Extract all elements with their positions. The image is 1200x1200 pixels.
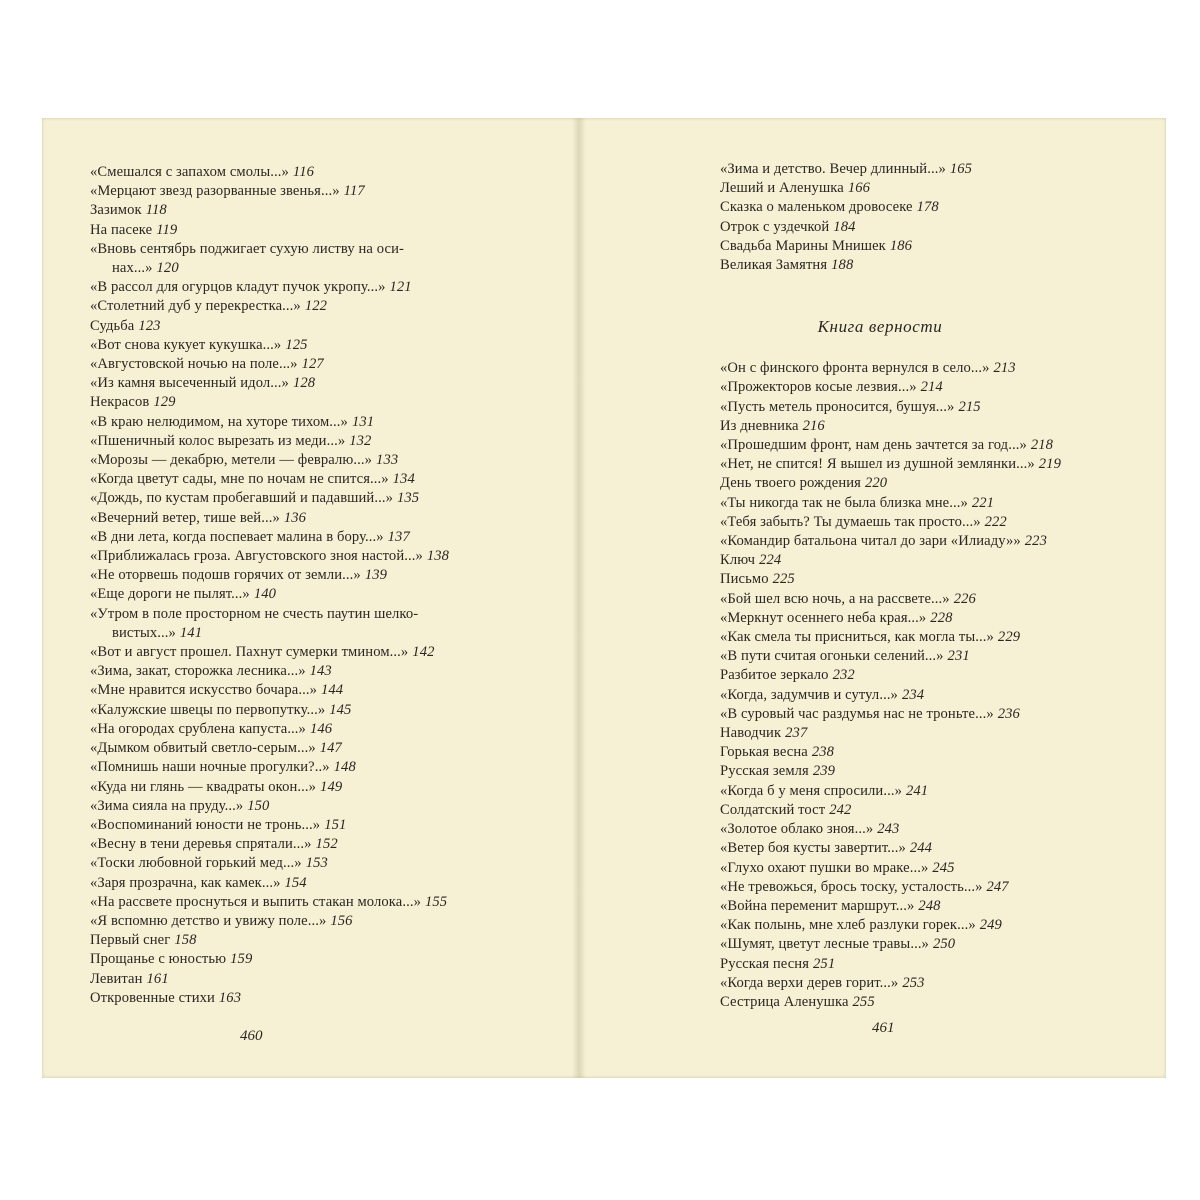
toc-entry: [720, 878, 1140, 897]
toc-entry: [90, 163, 530, 182]
toc-entry-title: Из дневника: [720, 417, 799, 434]
toc-entry-title: Судьба: [90, 317, 135, 334]
toc-entry-page: 250: [932, 936, 956, 953]
toc-entry-title: «Я вспомню детство и увижу поле...»: [90, 912, 327, 929]
toc-entry: [720, 974, 1140, 993]
toc-entry: [720, 417, 1140, 436]
toc-entry-title: «Ты никогда так не была близка мне...»: [720, 494, 968, 511]
toc-entry-page: 131: [351, 413, 375, 430]
toc-entry: [720, 218, 1140, 237]
toc-entry-title: Наводчик: [720, 725, 782, 742]
page-number-left: 460: [240, 1028, 263, 1044]
toc-entry-page: 132: [349, 432, 372, 449]
toc-entry: [90, 489, 530, 508]
toc-entry-page: 251: [813, 955, 836, 972]
toc-entry-title: «Война переменит маршрут...»: [720, 897, 915, 914]
toc-entry-page: 128: [292, 375, 316, 392]
toc-entry: [720, 436, 1140, 455]
toc-entry: [90, 566, 530, 585]
toc-entry: [720, 378, 1140, 397]
toc-entry-page: 145: [329, 701, 352, 718]
toc-entry: [90, 605, 530, 624]
toc-entry: [90, 585, 530, 604]
toc-entry: [90, 643, 530, 662]
toc-entry-title: «Воспоминаний юности не тронь...»: [90, 816, 321, 833]
toc-entry-page: 150: [247, 797, 270, 814]
toc-entry-title: «Весну в тени деревья спрятали...»: [90, 836, 312, 853]
toc-entry: [90, 509, 530, 528]
toc-entry-page: 151: [324, 816, 347, 833]
toc-entry: [720, 160, 1140, 179]
toc-entry-title: «Мне нравится искусство бочара...»: [90, 682, 318, 699]
toc-entry-title: «Мерцают звезд разорванные звенья...»: [90, 183, 340, 200]
toc-entry-page: 228: [930, 609, 953, 626]
toc-entry: [90, 624, 530, 643]
toc-entry: [90, 893, 530, 912]
toc-entry-title: «Когда, задумчив и сутул...»: [720, 686, 898, 703]
toc-entry-page: 138: [426, 548, 450, 565]
toc-entry-title: Некрасов: [90, 394, 150, 411]
toc-entry: [90, 912, 530, 931]
toc-entry-page: 155: [424, 893, 448, 910]
toc-entry-title: «Дымком обвитый светло-серым...»: [90, 740, 316, 757]
toc-entry-page: 148: [333, 759, 356, 776]
toc-entry-page: 213: [993, 360, 1016, 377]
toc-entry-page: 144: [321, 682, 344, 699]
toc-list-left: [90, 163, 530, 1008]
toc-entry-page: 118: [145, 202, 167, 219]
toc-entry-title: «Не тревожься, брось тоску, усталость...»: [720, 878, 983, 895]
toc-entry-title: День твоего рождения: [720, 475, 861, 492]
toc-entry-page: 242: [829, 801, 852, 818]
toc-entry-page: 220: [864, 475, 888, 492]
toc-entry: [90, 259, 530, 278]
toc-entry-title: «В суровый час раздумья нас не троньте...»: [720, 705, 994, 722]
toc-entry-title: «Как полынь, мне хлеб разлуки горек...»: [720, 917, 976, 934]
toc-entry: [720, 609, 1140, 628]
toc-entry-page: 163: [218, 989, 242, 1006]
toc-entry-title: нах...»: [112, 260, 153, 277]
toc-entry-page: 214: [920, 379, 943, 396]
toc-entry-title: «Не оторвешь подошв горячих от земли...»: [90, 567, 361, 584]
toc-entry: [90, 816, 530, 835]
toc-entry-title: «Золотое облако зноя...»: [720, 821, 874, 838]
toc-entry-page: 225: [772, 571, 795, 588]
toc-entry-page: 221: [971, 494, 995, 511]
toc-entry-title: «Прожекторов косые лезвия...»: [720, 379, 917, 396]
toc-entry-page: 123: [138, 317, 161, 334]
toc-entry-page: 237: [785, 725, 808, 742]
toc-entry: [720, 935, 1140, 954]
toc-entry-page: 156: [330, 912, 353, 929]
toc-entry: [90, 681, 530, 700]
toc-entry-page: 159: [230, 951, 253, 968]
left-page: [90, 163, 530, 1008]
toc-entry: [720, 198, 1140, 217]
toc-entry-title: «Пусть метель проносится, бушуя...»: [720, 398, 955, 415]
toc-entry-title: Горькая весна: [720, 744, 808, 761]
toc-entry-page: 224: [759, 552, 782, 569]
toc-entry: [90, 854, 530, 873]
toc-entry-title: «Помнишь наши ночные прогулки?..»: [90, 759, 330, 776]
toc-entry-title: «Вечерний ветер, тише вей...»: [90, 509, 280, 526]
toc-entry-page: 133: [376, 452, 399, 469]
toc-entry: [720, 237, 1140, 256]
toc-entry-title: «Когда цветут сады, мне по ночам не спится...»: [90, 471, 389, 488]
toc-entry-page: 239: [812, 763, 836, 780]
toc-entry-page: 158: [174, 932, 197, 949]
toc-entry-page: 125: [285, 336, 308, 353]
toc-entry-title: «Глухо охают пушки во мраке...»: [720, 859, 929, 876]
toc-entry-page: 143: [309, 663, 332, 680]
toc-entry-title: «Августовской ночью на поле...»: [90, 356, 298, 373]
toc-entry-title: «Когда верхи дерев горит...»: [720, 974, 899, 991]
toc-entry-title: «Вот и август прошел. Пахнут сумерки тмином...»: [90, 644, 409, 661]
toc-entry: [90, 739, 530, 758]
toc-entry-page: 119: [156, 221, 178, 238]
toc-entry-title: «В пути считая огоньки селений...»: [720, 648, 944, 665]
toc-entry-page: 134: [392, 471, 415, 488]
toc-entry-title: «Пшеничный колос вырезать из меди...»: [90, 432, 346, 449]
toc-entry: [90, 797, 530, 816]
toc-entry-title: Солдатский тост: [720, 801, 826, 818]
toc-entry-page: 137: [387, 528, 410, 545]
toc-entry-page: 244: [909, 840, 933, 857]
book-gutter: [572, 118, 586, 1078]
toc-entry: [720, 256, 1140, 275]
toc-entry-title: Русская земля: [720, 763, 809, 780]
toc-entry-page: 117: [343, 183, 365, 200]
toc-entry-title: Сестрица Аленушка: [720, 993, 849, 1010]
toc-entry-page: 226: [953, 590, 976, 607]
toc-entry-title: Леший и Аленушка: [720, 180, 844, 197]
toc-entry: [90, 874, 530, 893]
toc-entry-page: 219: [1038, 456, 1061, 473]
toc-entry-title: «В краю нелюдимом, на хуторе тихом...»: [90, 413, 348, 430]
toc-entry: [90, 835, 530, 854]
toc-entry-title: «Как смела ты присниться, как могла ты...»: [720, 629, 994, 646]
toc-entry-page: 139: [364, 567, 388, 584]
toc-entry-title: «Прошедшим фронт, нам день зачтется за год...»: [720, 437, 1027, 454]
toc-entry: [720, 494, 1140, 513]
toc-entry-title: «Зима и детство. Вечер длинный...»: [720, 161, 946, 177]
toc-entry-title: Прощанье с юностью: [90, 951, 227, 968]
toc-entry-title: «Морозы — декабрю, метели — февралю...»: [90, 452, 373, 469]
toc-entry-title: Левитан: [90, 970, 143, 987]
toc-entry: [90, 221, 530, 240]
toc-entry-page: 142: [412, 644, 435, 661]
toc-entry-page: 141: [179, 624, 203, 641]
toc-entry: [720, 398, 1140, 417]
toc-entry-page: 166: [847, 180, 871, 197]
toc-entry: [720, 666, 1140, 685]
toc-entry: [90, 317, 530, 336]
toc-entry: [720, 686, 1140, 705]
toc-entry: [90, 778, 530, 797]
toc-entry: [90, 374, 530, 393]
toc-entry: [720, 474, 1140, 493]
toc-entry-page: 152: [315, 836, 338, 853]
toc-entry: [720, 801, 1140, 820]
toc-entry: [90, 413, 530, 432]
toc-entry-title: Отрок с уздечкой: [720, 218, 830, 235]
toc-entry: [90, 336, 530, 355]
toc-entry-title: Русская песня: [720, 955, 810, 972]
toc-entry: [720, 762, 1140, 781]
toc-entry: [720, 782, 1140, 801]
toc-entry: [90, 662, 530, 681]
toc-entry-page: 178: [916, 199, 939, 216]
toc-entry-title: «Столетний дуб у перекрестка...»: [90, 298, 301, 315]
toc-entry: [720, 455, 1140, 474]
toc-entry: [720, 993, 1140, 1012]
toc-entry-title: «Приближалась гроза. Августовского зноя настой...»: [90, 548, 423, 565]
toc-entry-title: «На огородах срублена капуста...»: [90, 720, 306, 737]
toc-entry: [90, 240, 530, 259]
toc-entry-title: «Утром в поле просторном не счесть паутин шелко-: [90, 605, 419, 622]
toc-entry: [720, 916, 1140, 935]
toc-entry-title: «Калужские швецы по первопутку...»: [90, 701, 326, 718]
toc-entry-page: 153: [305, 855, 328, 872]
toc-entry-title: Ключ: [720, 552, 756, 569]
toc-entry: [90, 355, 530, 374]
toc-entry: [720, 590, 1140, 609]
toc-entry-title: «Шумят, цветут лесные травы...»: [720, 936, 929, 953]
toc-entry-page: 232: [832, 667, 855, 684]
toc-entry-title: Откровенные стихи: [90, 989, 215, 1006]
toc-entry: [90, 758, 530, 777]
toc-entry-page: 215: [958, 398, 981, 415]
toc-entry-title: «Бой шел всю ночь, а на рассвете...»: [720, 590, 950, 607]
toc-entry-page: 147: [319, 740, 342, 757]
toc-entry-title: «Нет, не спится! Я вышел из душной землянки...»: [720, 456, 1035, 473]
toc-entry-page: 249: [979, 917, 1002, 934]
toc-entry-title: «Он с финского фронта вернулся в село...»: [720, 360, 990, 377]
toc-entry-page: 188: [831, 257, 854, 274]
toc-list-right-top: [720, 160, 1140, 275]
toc-entry-title: «Когда б у меня спросили...»: [720, 782, 902, 799]
toc-entry-title: «Вновь сентябрь поджигает сухую листву на оси-: [90, 240, 404, 257]
toc-entry: [720, 724, 1140, 743]
right-page: [720, 160, 1140, 1012]
toc-entry: [90, 393, 530, 412]
toc-entry-title: «Зима сияла на пруду...»: [90, 797, 244, 814]
toc-entry-title: «В рассол для огурцов кладут пучок укропу...»: [90, 279, 386, 296]
toc-entry-page: 236: [997, 705, 1020, 722]
toc-entry-title: Первый снег: [90, 932, 171, 949]
toc-entry-page: 231: [947, 648, 970, 665]
toc-entry: [720, 551, 1140, 570]
toc-entry-page: 223: [1024, 533, 1047, 550]
toc-entry: [90, 701, 530, 720]
toc-entry: [720, 839, 1140, 858]
toc-entry: [90, 970, 530, 989]
toc-entry: [90, 182, 530, 201]
toc-entry-page: 218: [1030, 437, 1054, 454]
toc-entry-page: 186: [889, 237, 913, 254]
toc-entry-page: 234: [901, 686, 925, 703]
toc-entry-title: вистых...»: [112, 624, 176, 641]
toc-entry: [90, 432, 530, 451]
toc-entry: [720, 570, 1140, 589]
toc-entry: [90, 297, 530, 316]
toc-entry-page: 136: [283, 509, 307, 526]
toc-entry-page: 161: [146, 970, 169, 987]
toc-entry: [720, 359, 1140, 378]
toc-entry: [90, 451, 530, 470]
toc-entry-page: 129: [153, 394, 176, 411]
toc-entry-title: «Еще дороги не пылят...»: [90, 586, 250, 603]
toc-entry-title: На пасеке: [90, 221, 153, 238]
toc-entry-page: 247: [986, 878, 1009, 895]
toc-entry: [720, 628, 1140, 647]
toc-entry-title: Великая Замятня: [720, 257, 828, 274]
toc-entry-title: Зазимок: [90, 202, 142, 219]
toc-entry: [90, 547, 530, 566]
toc-entry: [90, 201, 530, 220]
toc-entry-page: 154: [284, 874, 307, 891]
toc-entry-title: «Вот снова кукует кукушка...»: [90, 336, 282, 353]
toc-entry: [720, 820, 1140, 839]
toc-entry-title: «Ветер боя кусты завертит...»: [720, 840, 906, 857]
toc-entry-page: 248: [918, 897, 941, 914]
toc-entry-title: Разбитое зеркало: [720, 667, 829, 684]
toc-entry: [90, 989, 530, 1008]
toc-entry-page: 135: [397, 490, 420, 507]
toc-entry-title: «Заря прозрачна, как камек...»: [90, 874, 281, 891]
toc-entry: [90, 720, 530, 739]
toc-entry-page: 165: [949, 161, 973, 177]
toc-entry-page: 222: [984, 513, 1007, 530]
toc-entry-page: 116: [292, 164, 314, 180]
toc-entry: [720, 859, 1140, 878]
section-title: Книга верности: [817, 317, 943, 337]
toc-entry-page: 245: [932, 859, 955, 876]
toc-entry-page: 140: [253, 586, 277, 603]
toc-entry-page: 253: [902, 974, 925, 991]
toc-entry: [720, 743, 1140, 762]
toc-entry-page: 120: [156, 260, 179, 277]
toc-entry-page: 216: [802, 417, 825, 434]
toc-entry-title: Свадьба Марины Мнишек: [720, 237, 886, 254]
toc-entry: [90, 278, 530, 297]
toc-entry: [720, 647, 1140, 666]
toc-entry-page: 122: [304, 298, 328, 315]
toc-entry: [720, 897, 1140, 916]
page-number-right: 461: [872, 1020, 895, 1036]
toc-list-right-bottom: [720, 359, 1140, 1012]
toc-entry: [720, 955, 1140, 974]
toc-entry-title: «Смешался с запахом смолы...»: [90, 164, 289, 180]
toc-entry-title: «Тоски любовной горький мед...»: [90, 855, 302, 872]
toc-entry-title: Сказка о маленьком дровосеке: [720, 199, 913, 216]
toc-entry-title: «Куда ни глянь — квадраты окон...»: [90, 778, 317, 795]
toc-entry-title: «На рассвете проснуться и выпить стакан молока...»: [90, 893, 421, 910]
toc-entry-page: 229: [997, 629, 1021, 646]
toc-entry-page: 241: [905, 782, 929, 799]
toc-entry-title: «Дождь, по кустам пробегавший и падавший...»: [90, 490, 393, 507]
toc-entry-title: «Тебя забыть? Ты думаешь так просто...»: [720, 513, 981, 530]
toc-entry: [720, 179, 1140, 198]
toc-entry-title: «Из камня высеченный идол...»: [90, 375, 289, 392]
toc-entry-page: 121: [389, 279, 412, 296]
toc-entry-page: 243: [877, 821, 900, 838]
toc-entry: [720, 532, 1140, 551]
toc-entry: [90, 950, 530, 969]
toc-entry-title: «Меркнут осеннего неба края...»: [720, 609, 927, 626]
toc-entry-page: 184: [833, 218, 856, 235]
toc-entry-title: «Зима, закат, сторожка лесника...»: [90, 663, 306, 680]
toc-entry: [720, 705, 1140, 724]
toc-entry: [720, 513, 1140, 532]
toc-entry: [90, 931, 530, 950]
toc-entry-page: 238: [811, 744, 835, 761]
toc-entry-title: «В дни лета, когда поспевает малина в бору...»: [90, 528, 384, 545]
toc-entry-page: 149: [320, 778, 343, 795]
toc-entry-title: Письмо: [720, 571, 769, 588]
toc-entry: [90, 528, 530, 547]
toc-entry-page: 127: [301, 356, 324, 373]
toc-entry: [90, 470, 530, 489]
toc-entry-title: «Командир батальона читал до зари «Илиаду»»: [720, 533, 1021, 550]
toc-entry-page: 146: [309, 720, 333, 737]
toc-entry-page: 255: [852, 993, 875, 1010]
